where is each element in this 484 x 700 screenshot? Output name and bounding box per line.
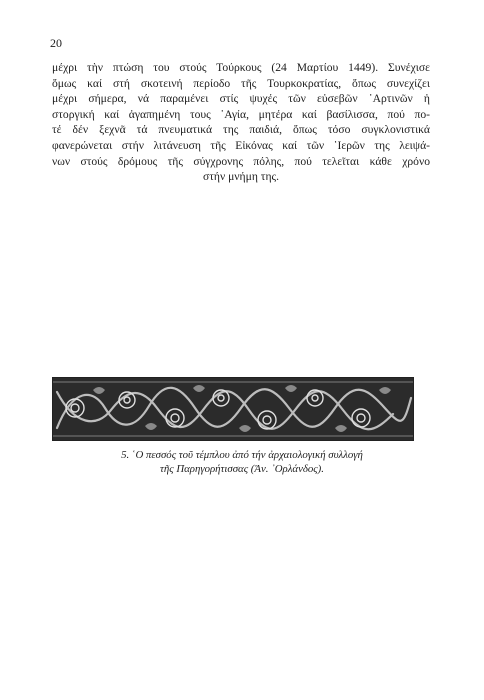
ornamental-relief-image <box>53 378 413 440</box>
carved-relief-photo <box>52 377 414 441</box>
text-line: τέ δέν ξεχνᾶ τά πνευματικά της παιδιά, ὅπως τόσο συγκλονιστικά <box>52 123 430 137</box>
body-paragraph <box>52 60 430 185</box>
text-line: φανερώνεται στήν λιτάνευση τῆς Εἰκόνας καί τῶν ῾Ιερῶν της λειψά- <box>52 138 430 152</box>
caption-line: 5. ῾Ο πεσσός τοῦ τέμπλου ἀπό τήν ἀρχαιολογική συλλογή <box>121 449 363 461</box>
text-line: μέχρι τὴν πτώση του στούς Τούρκους (24 Μαρτίου 1449). Συνέχισε <box>52 61 430 74</box>
caption-line: τῆς Παρηγορήτισσας (Ἀν. ᾽Ορλάνδος). <box>160 463 324 475</box>
figure-caption <box>52 448 432 476</box>
page-number: 20 <box>50 36 62 50</box>
text-line: νων στούς δρόμους τῆς σύγχρονης πόλης, πού τελεῖται κάθε χρόνο <box>52 154 430 168</box>
text-line: μέχρι σήμερα, νά παραμένει στίς ψυχές τῶν εὐσεβῶν ᾽Αρτινῶν ἡ <box>52 92 430 106</box>
text-line: στοργική καί ἀγαπημένη τους ῾Αγία, μητέρα καί βασίλισσα, πού πο- <box>52 107 430 121</box>
text-line: στήν μνήμη της. <box>202 170 280 184</box>
text-line: ὅμως καί στή σκοτεινή περίοδο τῆς Τουρκοκρατίας, ὅπως συνεχίζει <box>52 76 430 90</box>
